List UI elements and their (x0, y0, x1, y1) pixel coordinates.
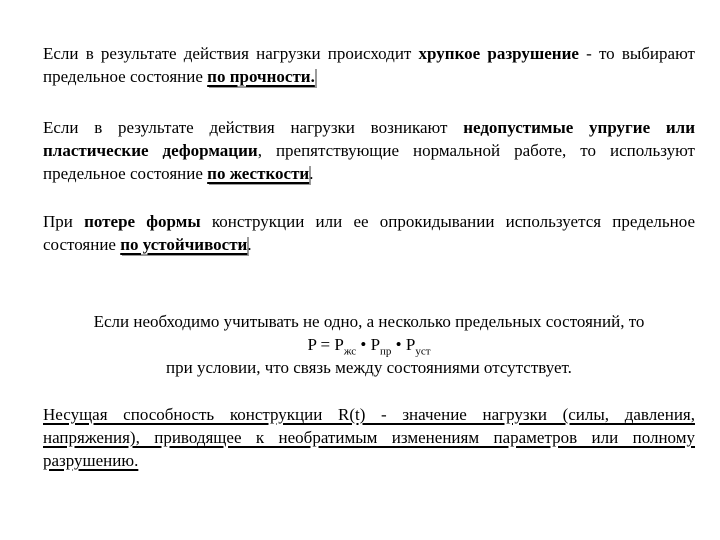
p2-text-1: Если в результате действия нагрузки возникают (43, 118, 464, 137)
formula-sub-stiffness: жс (343, 345, 357, 358)
p2-underlined-stiffness: по жесткости (207, 164, 310, 183)
p1-text-2: - то выбирают предельное состояние (43, 44, 695, 86)
p1-bold-brittle-failure: хрупкое разрушение (418, 44, 579, 63)
formula-dot-1: • P (356, 335, 381, 354)
p2-text-3: . (309, 164, 314, 183)
p4-line-3: при условии, что связь между состояниями отсутствует. (166, 358, 572, 377)
formula-dot-2: • P (391, 335, 416, 354)
p3-text-3: . (247, 235, 252, 254)
p3-underlined-stability: по устойчивости (120, 235, 248, 254)
formula-sub-strength: пр (380, 345, 392, 358)
paragraph-strength-limit-state (43, 42, 695, 88)
p2-bold-deformations: недопустимые упругие или пластические деформации (43, 118, 696, 160)
p2-text-2: , препятствующие нормальной работе, то используют предельное состояние (43, 141, 695, 183)
formula-p: P = P (307, 335, 344, 354)
p1-text-1: Если в результате действия нагрузки происходит (43, 44, 419, 63)
paragraph-stiffness-limit-state (43, 116, 695, 185)
p4-line-1: Если необходимо учитывать не одно, а несколько предельных состояний, то (93, 312, 645, 331)
reliability-formula (43, 333, 695, 356)
paragraph-combined-limit-states (43, 310, 695, 379)
p3-text-1: При (43, 212, 85, 231)
paragraph-stability-limit-state (43, 210, 695, 256)
paragraph-load-bearing-capacity: Несущая способность конструкции R(t) - значение нагрузки (силы, давления, напряжения), приводящее к необратимым изменениям параметров или полному разрушению. (43, 405, 695, 470)
p3-bold-loss-of-shape: потере формы (84, 212, 201, 231)
p1-underlined-strength: по прочности. (207, 67, 315, 86)
formula-sub-stability: уст (415, 345, 431, 358)
p3-text-2: конструкции или ее опрокидывании используется предельное состояние (43, 212, 696, 254)
